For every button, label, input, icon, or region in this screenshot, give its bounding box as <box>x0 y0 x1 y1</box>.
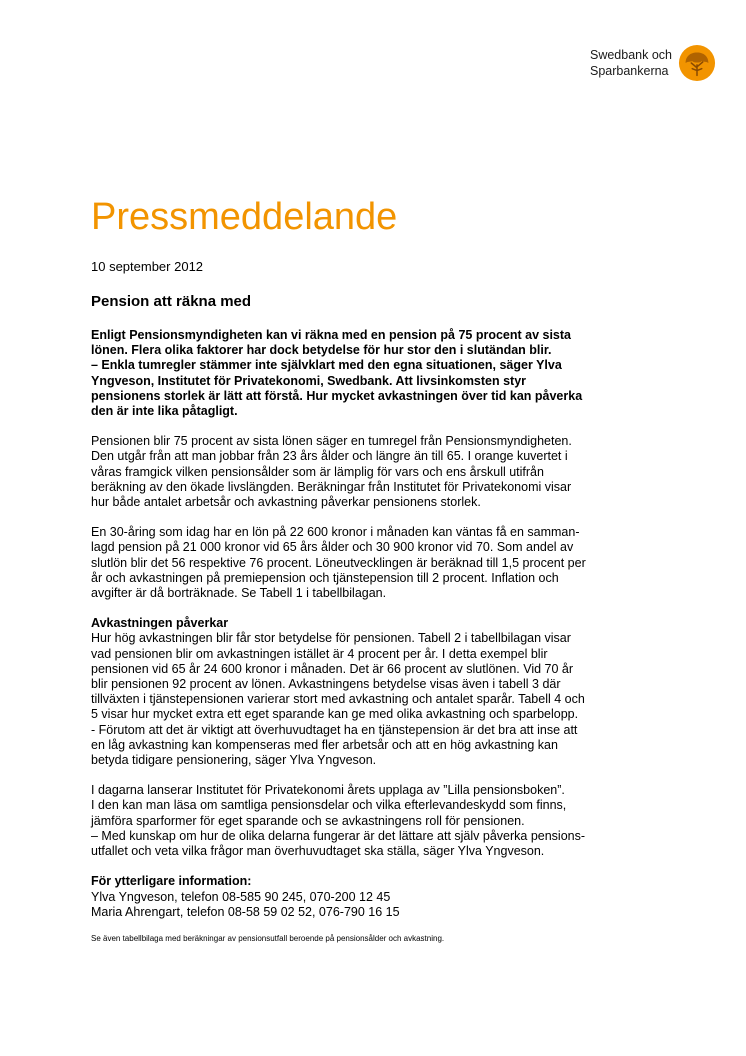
text-line: utfallet och veta vilka frågor man överhuvudtaget ska ställa, säger Ylva Yngveson. <box>91 844 545 859</box>
paragraph-4 <box>91 783 661 859</box>
contact-info <box>91 874 661 920</box>
section-heading: Avkastningen påverkar <box>91 616 229 631</box>
text-line: slutlön blir det 56 respektive 76 procent. Löneutvecklingen är beräknad till 1,5 procent per <box>91 555 586 570</box>
contact-line: Ylva Yngveson, telefon 08-585 90 245, 070-200 12 45 <box>91 889 391 904</box>
release-date: 10 september 2012 <box>91 259 204 274</box>
paragraph-2 <box>91 525 661 601</box>
text-line: pensionens storlek är lätt att förstå. Hur mycket avkastningen över tid kan påverka <box>91 388 583 403</box>
oak-tree-icon <box>678 44 716 82</box>
text-line: Hur hög avkastningen blir får stor betydelse för pensionen. Tabell 2 i tabellbilagan visar <box>91 631 571 646</box>
brand-name <box>590 47 672 79</box>
brand-line-1: Swedbank och <box>589 48 672 62</box>
text-line: beräkning av den ökade livslängden. Beräkningar från Institutet för Privatekonomi visar <box>91 479 572 494</box>
footnote: Se även tabellbilaga med beräkningar av pensionsutfall beroende på pensionsålder och avkastning. <box>91 933 445 943</box>
text-line: – Enkla tumregler stämmer inte självklart med den egna situationen, säger Ylva <box>91 358 562 373</box>
text-line: Enligt Pensionsmyndigheten kan vi räkna med en pension på 75 procent av sista <box>91 328 571 342</box>
brand-line-2: Sparbankerna <box>589 64 669 78</box>
text-line: I den kan man läsa om samtliga pensionsdelar och vilka efterlevandeskydd som finns, <box>91 798 567 813</box>
text-line: vad pensionen blir om avkastningen istället är 4 procent per år. I detta exempel blir <box>91 646 548 661</box>
headline: Pension att räkna med <box>91 293 252 310</box>
text-line: Yngveson, Institutet för Privatekonomi, Swedbank. Att livsinkomsten styr <box>91 373 527 388</box>
text-line: Den utgår från att man jobbar från 23 års ålder och längre än till 65. I orange kuvertet i <box>91 449 568 464</box>
text-line: I dagarna lanserar Institutet för Privatekonomi årets upplaga av ”Lilla pensionsboken”. <box>91 783 565 798</box>
text-line: hur både antalet arbetsår och avkastning påverkar pensionens storlek. <box>91 495 481 510</box>
document-body <box>91 195 661 944</box>
text-line: avgifter är då borträknade. Se Tabell 1 i tabellbilagan. <box>91 586 387 601</box>
text-line: - Förutom att det är viktigt att överhuvudtaget ha en tjänstepension är det bra att inse att <box>91 722 578 737</box>
text-line: tillväxten i tjänstepensionen varierar stort med avkastning och antalet sparår. Tabell 4 och <box>91 692 585 707</box>
text-line: En 30-åring som idag har en lön på 22 600 kronor i månaden kan väntas få en samman- <box>91 525 580 540</box>
text-line: – Med kunskap om hur de olika delarna fungerar är det lättare att själv påverka pensions- <box>91 828 586 843</box>
paragraph-1 <box>91 434 661 510</box>
text-line: Pensionen blir 75 procent av sista lönen säger en tumregel från Pensionsmyndigheten. <box>91 434 572 449</box>
text-line: lönen. Flera olika faktorer har dock betydelse för hur stor den i slutändan blir. <box>91 343 552 358</box>
contact-heading: För ytterligare information: <box>91 874 252 889</box>
text-line: år och avkastningen på premiepension och tjänstepension till 2 procent. Inflation och <box>91 570 559 585</box>
text-line: lagd pension på 21 000 kronor vid 65 års ålder och 30 900 kronor vid 70. Som andel av <box>91 540 574 555</box>
text-line: jämföra sparformer för eget sparande och se avkastningens roll för pensionen. <box>91 813 525 828</box>
text-line: våras framgick vilken pensionsålder som är lämplig för vars och ens årskull utifrån <box>91 464 544 479</box>
paragraph-3 <box>91 616 661 768</box>
page-title: Pressmeddelande <box>91 196 398 238</box>
text-line: en låg avkastning kan kompenseras med fler arbetsår och att en hög avkastning kan <box>91 737 558 752</box>
text-line: blir pensionen 92 procent av lönen. Avkastningens betydelse visas även i tabell 3 där <box>91 677 561 692</box>
text-line: den är inte lika påtagligt. <box>91 404 238 419</box>
text-line: pensionen vid 65 år 24 600 kronor i månaden. Det är 66 procent av slutlönen. Vid 70 år <box>91 661 574 676</box>
text-line: 5 visar hur mycket extra ett eget sparande kan ge med olika avkastning och sparbelopp. <box>91 707 579 722</box>
text-line: betyda tidigare pensionering, säger Ylva Yngveson. <box>91 753 377 768</box>
contact-line: Maria Ahrengart, telefon 08-58 59 02 52, 076-790 16 15 <box>91 904 400 919</box>
ingress-paragraph <box>91 328 661 419</box>
brand-logo <box>590 44 716 82</box>
